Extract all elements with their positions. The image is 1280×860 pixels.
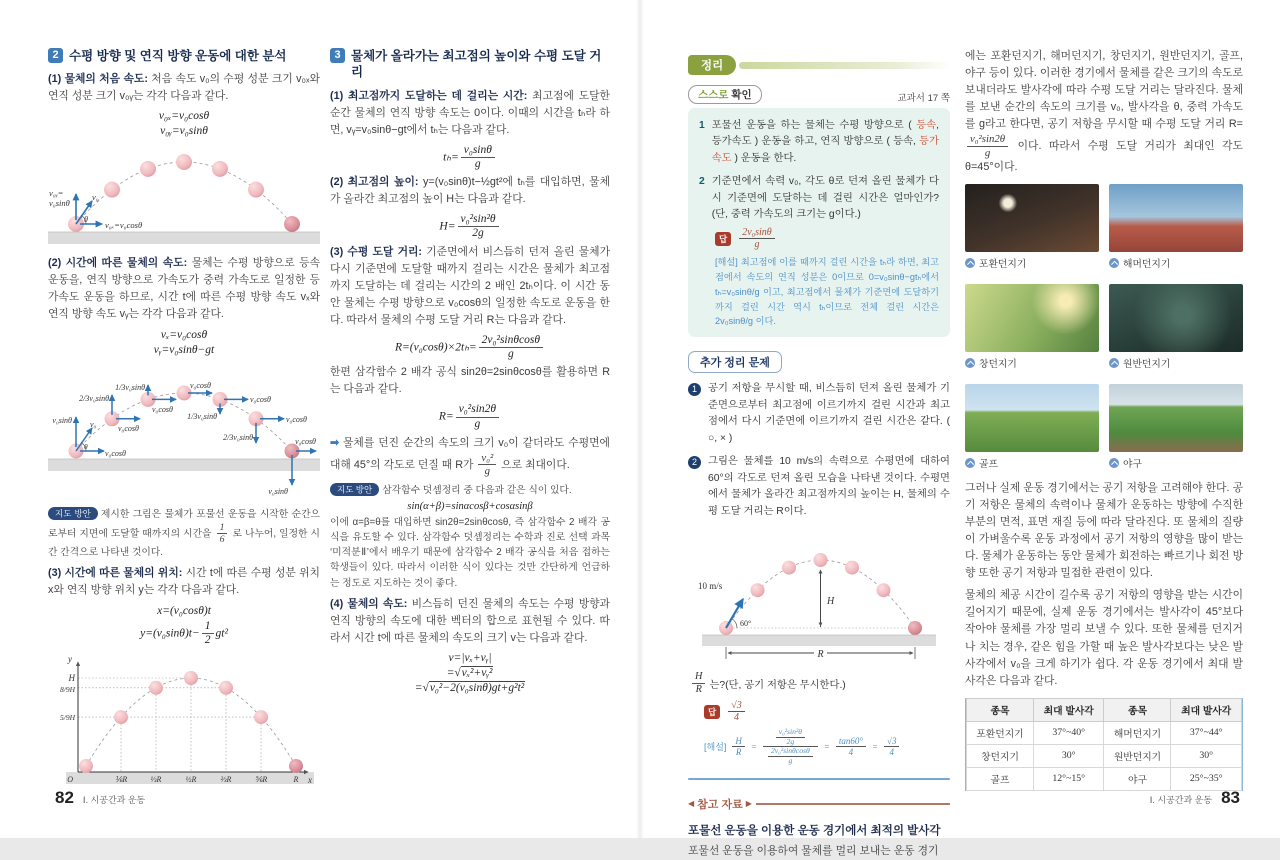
photo-caption-row (1109, 456, 1243, 470)
paragraph-initial-velocity (48, 71, 320, 105)
frac-denominator: R (695, 683, 702, 695)
equals-sign: = (871, 741, 879, 752)
formula-y (48, 620, 320, 647)
guide-text: 제시한 그림은 물체가 포물선 운동을 시작한 순간으로부터 지면에 도달할 때까지의 시간을 (48, 508, 320, 540)
photo-caption-row (1109, 256, 1243, 270)
formula-part: =√ (446, 666, 461, 679)
self-check-label-dark: 확인 (731, 89, 752, 101)
circle-arrow-icon (1109, 358, 1119, 368)
photo-javelin (965, 284, 1099, 352)
fraction (456, 403, 499, 430)
formula-R-expanded (330, 334, 610, 361)
section-number-badge: 3 (330, 48, 345, 63)
section-2-heading (48, 48, 320, 64)
frac-numerator: v₀²sin²θ (458, 213, 499, 227)
page83-column-1 (688, 55, 950, 860)
guide-text: 삼각함수 덧셈정리 중 다음과 같은 식이 있다. (382, 484, 572, 496)
page-number: 82 (55, 788, 74, 807)
formula-part: gt² (215, 626, 228, 639)
para-text: 처음 속도 v₀의 수평 성분 크기 v₀ₓ와 연직 성분 크기 v₀ᵧ는 각각 다음과 같다. (48, 73, 320, 103)
paragraph-optimal-angle: 물체의 체공 시간이 길수록 공기 저항의 영향을 받는 시간이 길어지기 때문에, 실제 운동 경기에서는 발사각이 45°보다 작아야 물체를 가장 멀리 보낼 수 있다. 또한 물체를 던지거나 치는 경우, 같은 힘을 가할 때 높은 발사각보다는 낮은 발사각에서 v₀을 크게 하기가 쉽다. 각 운동 경기에서 최대 발사각은 다음과 같다. (965, 589, 1243, 687)
trajectory-position-graph (48, 650, 320, 798)
graph-xlabel: ⅚R (254, 774, 268, 784)
graph-ylabel-H: H (68, 672, 75, 683)
d1-label-v0sin: v₀sinθ (49, 198, 70, 209)
formula-speed-1: v=|vₓ+vᵧ| (448, 651, 492, 664)
fraction (217, 522, 228, 546)
d1-label-theta: θ (84, 215, 88, 225)
fraction (884, 736, 899, 758)
page82-column-2 (330, 48, 610, 697)
circle-arrow-icon (1109, 258, 1119, 268)
circle-arrow-icon (1109, 458, 1119, 468)
photo-caption: 창던지기 (979, 359, 1017, 371)
item-text-part: 포물선 운동을 하는 물체는 수평 방향으로 ( (711, 120, 917, 131)
photo-baseball (1109, 384, 1243, 452)
big-fraction (763, 728, 818, 766)
answer-line (715, 227, 939, 251)
frac-numerator: 2v₀²sinθcosθ (479, 334, 543, 348)
photo-cell (1109, 284, 1243, 370)
equals-sign: = (823, 741, 830, 752)
frac-numerator: √3 (728, 700, 745, 713)
table-header-cell: 최대 발사각 (1034, 698, 1104, 721)
circle-arrow-icon (965, 358, 975, 368)
graph-xlabel: ⅓R (150, 774, 162, 784)
page82-footer (55, 788, 145, 808)
photo-hammer-throw (1109, 184, 1243, 252)
frac-denominator: 4 (848, 747, 854, 758)
frac-denominator: g (507, 348, 514, 361)
explanation-label: [해설] (715, 256, 738, 267)
max-range-note (330, 435, 610, 478)
summary-header (688, 55, 950, 75)
page83-footer (1150, 788, 1240, 808)
photo-cell (965, 284, 1099, 370)
frac-denominator: g (754, 239, 760, 251)
frac-numerator: v₀sinθ (461, 144, 495, 158)
section-number-badge: 2 (48, 48, 63, 63)
para-text: 비스듬히 던진 물체의 속도는 수평 방향과 연직 방향의 속도에 대한 벡터의 합으로 표현될 수 있다. 따라서 시간 t에 따른 물체의 속도의 크기 v는 다음과 같다. (330, 597, 610, 644)
para-title: (2) 최고점의 높이: (330, 176, 419, 189)
photo-caption: 해머던지기 (1123, 259, 1171, 271)
d2-label: 1/3v₀sinθ (187, 411, 217, 421)
formula-part: =√ (414, 681, 429, 694)
launch-angle-table (966, 698, 1242, 791)
photo-caption: 야구 (1123, 459, 1142, 471)
d1-label-v0: v₀ (92, 192, 99, 203)
graph-xlabel: ⅔R (220, 774, 232, 784)
d2-label: v₀sinθ (52, 415, 72, 425)
para-text: 이다. 따라서 수평 도달 거리가 최대인 각도 θ=45°이다. (965, 140, 1243, 174)
answer-badge: 답 (704, 705, 720, 719)
page83-column-2 (965, 48, 1243, 791)
table-row (967, 721, 1242, 744)
launch-angle-table-wrap (965, 698, 1243, 791)
circle-arrow-icon (965, 458, 975, 468)
section-divider (688, 778, 950, 780)
fraction (728, 700, 745, 724)
graph-x-axis-label: x (308, 774, 312, 785)
answer-choice-red: 등속 (916, 120, 937, 131)
paragraph-air-resistance: 그러나 실제 운동 경기에서는 공기 저항을 고려해야 한다. 공기 저항은 물체의 속력이나 물체가 운동하는 방향에 수직한 부분의 면적, 표면 재질 등에 따라 달라진다. 또 물체의 질량이 가벼울수록 운동 과정에서 공기 저항의 영향을 많이 받는다. 물체가 운동하는 동안 물체가 회전하는 빠르기나 회전 방향 또한 공기 저항과 밀접한 관련이 있다. (965, 482, 1243, 580)
photo-caption: 포환던지기 (979, 259, 1027, 271)
formula-v0x: v₀ₓ=v₀cosθ (158, 110, 210, 123)
summary-tab: 정리 (688, 55, 736, 75)
d4-angle-label: 60° (740, 619, 752, 629)
paragraph-sports-intro (965, 48, 1243, 176)
teaching-guide-note-2 (330, 483, 610, 498)
reference-header (688, 796, 950, 812)
frac-numerator: v₀²sin²θ (776, 728, 805, 738)
fraction (478, 452, 496, 478)
graph-ylabel-8-9H: 8/9H (60, 684, 75, 694)
photo-cell (965, 384, 1099, 470)
formula-H (330, 213, 610, 240)
formula-vx: vₓ=v₀cosθ (160, 328, 208, 341)
d4-speed-label: 10 m/s (698, 581, 723, 592)
d2-label: v₀cosθ (152, 404, 173, 414)
photo-cell (1109, 184, 1243, 270)
item-number-circle: 2 (688, 456, 701, 469)
teaching-guide-note-1 (48, 507, 320, 561)
d2-label: v₀cosθ (295, 436, 316, 446)
frac-denominator: 6 (219, 533, 225, 545)
paragraph-range (330, 244, 610, 329)
table-cell: 30° (1034, 744, 1104, 767)
graph-xlabel: R (293, 774, 299, 784)
table-cell: 30° (1171, 744, 1242, 767)
d2-label: v₀cosθ (105, 448, 126, 458)
formula-x: x=(v₀cosθ)t (157, 604, 211, 617)
photo-cell (965, 184, 1099, 270)
photo-caption-row (965, 256, 1099, 270)
table-cell: 해머던지기 (1104, 721, 1171, 744)
paragraph-speed (330, 596, 610, 647)
d2-label: 2/3v₀sinθ (79, 393, 109, 403)
photo-golf (965, 384, 1099, 452)
frac-numerator: v₀²sin2θ (456, 403, 499, 417)
table-cell: 포환던지기 (967, 721, 1034, 744)
reference-body: 포물선 운동을 이용하여 물체를 멀리 보내는 운동 경기 (688, 844, 939, 857)
frac-numerator: tan60° (836, 736, 866, 747)
check-item-1 (699, 118, 939, 167)
page82-column-1 (48, 48, 320, 803)
equals-sign: = (750, 741, 757, 752)
d1-label-v0y: v₀ᵧ= (49, 188, 64, 199)
frac-numerator: √3 (884, 736, 899, 747)
d4-height-label: H (827, 596, 835, 608)
table-row (967, 744, 1242, 767)
para-text: 시간 t에 따른 수평 성분 위치 x와 연직 방향 위치 y는 각각 다음과 같다. (48, 567, 320, 597)
fraction (967, 133, 1008, 159)
frac-denominator: 4 (733, 712, 739, 724)
check-item-2 (699, 174, 939, 223)
d2-label: v₀ (90, 419, 97, 429)
fraction (458, 213, 499, 240)
d2-label: 2/3v₀sinθ (223, 432, 253, 442)
frac-numerator: H (732, 736, 745, 747)
self-check-label-green: 스스로 (698, 89, 729, 101)
para-title: (1) 물체의 처음 속도: (48, 73, 148, 86)
d2-label: 1/3v₀sinθ (115, 382, 145, 392)
formula-speed-3 (330, 682, 610, 694)
sports-photo-grid (965, 184, 1243, 470)
table-header-cell: 종목 (1104, 698, 1171, 721)
para-title: (2) 시간에 따른 물체의 속도: (48, 257, 188, 270)
formula-part: tₕ= (443, 151, 459, 163)
table-row (967, 767, 1242, 790)
frac-numerator (763, 728, 818, 748)
table-cell: 37°~40° (1034, 721, 1104, 744)
para-title: (3) 시간에 따른 물체의 위치: (48, 567, 183, 580)
paragraph-velocity-vs-time (48, 255, 320, 323)
table-cell: 골프 (967, 767, 1034, 790)
note-text: 으로 최대이다. (498, 458, 570, 471)
extra-problems-section (688, 351, 950, 780)
frac-denominator: 2g (786, 736, 795, 746)
graph-origin-label: O (67, 774, 73, 784)
guide-text: 로 나누어, 일정한 시간 간격으로 나타낸 것이다. (48, 528, 321, 559)
fraction (836, 736, 866, 758)
guide-badge: 지도 방안 (48, 507, 98, 520)
para-text: 물체는 수평 방향으로 등속 운동을, 연직 방향으로 가속도가 중력 가속도로 일정한 등가속도 운동을 하므로, 시간 t에 따른 수평 방향 속도 vₓ와 연직 방향 속도 vᵧ는 각각 다음과 같다. (48, 257, 320, 321)
fraction (479, 334, 543, 361)
fraction (732, 736, 745, 758)
paragraph-position-vs-time (48, 565, 320, 599)
table-cell: 37°~44° (1171, 721, 1242, 744)
para-title: (4) 물체의 속도: (330, 597, 408, 610)
self-check-box (688, 108, 950, 337)
explanation-formula (704, 728, 950, 766)
graph-xlabel: ⅙R (114, 774, 128, 784)
item-number: 1 (699, 120, 705, 131)
answer-line (704, 700, 950, 724)
left-bracket-icon: ◀ (688, 799, 695, 809)
frac-numerator: 2v₀²sinθcosθ (768, 747, 813, 757)
extra-problems-tab: 추가 정리 문제 (688, 351, 782, 373)
photo-cell (1109, 384, 1243, 470)
projectile-launch-diagram (48, 140, 320, 244)
item-text: 공기 저항을 무시할 때, 비스듬히 던져 올린 물체가 기준면으로부터 최고점에 이르기까지 걸린 시간과 최고점에서 다시 기준면에 이르기까지 걸린 시간은 같다. ( ○, × ) (708, 383, 950, 444)
item-text-part: , 등가속도 ) 운동을 하고, 연직 방향으로 ( 등속, (711, 120, 939, 148)
formula-v0y: v₀ᵧ=v₀sinθ (160, 125, 208, 138)
section-title: 수평 방향 및 연직 방향 운동에 대한 분석 (69, 49, 287, 63)
d4-range-label: R (817, 649, 824, 661)
frac-denominator: g (788, 756, 793, 766)
section-3-heading (330, 48, 610, 81)
projectile-velocity-diagram (48, 359, 320, 497)
formula-part: R=(v₀cosθ)×2tₕ= (395, 341, 477, 354)
section-title: 물체가 올라가는 최고점의 높이와 수평 도달 거리 (351, 49, 602, 80)
chapter-label: Ⅰ. 시공간과 운동 (1149, 795, 1213, 805)
arrow-right-icon: ➡ (330, 436, 340, 449)
frac-denominator: 4 (889, 747, 894, 758)
formula-tH (330, 144, 610, 171)
photo-discus (1109, 284, 1243, 352)
extra-problem-1 (688, 381, 950, 447)
item-number: 2 (699, 176, 705, 188)
fraction (739, 227, 775, 251)
radical-content: v₀²−2(v₀sinθ)gt+g²t² (429, 681, 525, 694)
formula-part: y=(v₀sinθ)t− (140, 626, 200, 639)
self-check-label (688, 85, 762, 104)
item-text (712, 118, 939, 167)
frac-denominator: g (474, 157, 481, 170)
fraction (461, 144, 495, 171)
frac-denominator: 2 (204, 633, 211, 646)
frac-denominator: g (984, 146, 991, 159)
fraction (202, 620, 214, 647)
d2-label: v₀cosθ (118, 423, 139, 433)
d2-label: v₀cosθ (190, 380, 211, 390)
frac-numerator: 1 (202, 620, 214, 634)
item-text-part: ) 운동을 한다. (731, 152, 797, 164)
table-cell: 원반던지기 (1104, 744, 1171, 767)
explanation-body: 최고점에 이를 때까지 걸린 시간을 tₕ라 하면, 최고점에서 속도의 연직 성분은 0이므로 0=v₀sinθ−gtₕ에서 tₕ=v₀sinθ/g 이고, 최고점에서 물체가 기준면에 도달하기까지 걸린 시간 역시 tₕ이므로 전체 걸린 시간은 2v₀sinθ/g 이다. (715, 256, 939, 327)
item-number-circle: 1 (688, 383, 701, 396)
graph-y-axis-label: y (68, 653, 72, 664)
formula-vy: vᵧ=v₀sinθ−gt (153, 343, 215, 356)
para-title: (3) 수평 도달 거리: (330, 245, 423, 258)
problem-trajectory-diagram (696, 527, 942, 667)
para-text: 한편 삼각함수 2 배각 공식 sin2θ=2sinθcosθ를 활용하면 R는 다음과 같다. (330, 366, 610, 396)
note-text: 물체를 던진 순간의 속도의 크기 v₀이 같더라도 수평면에 대해 45°의 각도로 던질 때 R가 (330, 436, 610, 471)
table-header-cell: 종목 (967, 698, 1034, 721)
question-text: 는?(단, 공기 저항은 무시한다.) (709, 679, 846, 691)
photo-shot-put (965, 184, 1099, 252)
photo-caption: 원반던지기 (1123, 359, 1171, 371)
d2-label: θ (84, 441, 88, 451)
paragraph-double-angle (330, 364, 610, 398)
formula-addition-theorem: sin(α+β)=sinαcosβ+cosαsinβ (407, 500, 533, 512)
formula-R (330, 403, 610, 430)
explanation-text (715, 255, 939, 330)
page-number: 83 (1221, 788, 1240, 807)
self-check-header (688, 85, 950, 104)
chapter-label: Ⅰ. 시공간과 운동 (82, 795, 146, 805)
frac-denominator: g (484, 465, 491, 478)
circle-arrow-icon (965, 258, 975, 268)
table-cell: 25°~35° (1171, 767, 1242, 790)
photo-caption-row (1109, 356, 1243, 370)
frac-numerator: H (692, 671, 705, 684)
table-header-row (967, 698, 1242, 721)
frac-numerator: v₀² (478, 452, 496, 465)
graph-ylabel-5-9H: 5/9H (60, 712, 75, 722)
problem-question-line (690, 671, 950, 696)
right-bracket-icon: ▶ (745, 799, 752, 809)
paragraph-time-to-peak (330, 88, 610, 139)
reference-rule (756, 803, 950, 805)
table-cell: 창던지기 (967, 744, 1034, 767)
para-text: y=(v₀sinθ)t−½gt²에 tₕ를 대입하면, 물체가 올라간 최고점의 높이 H는 다음과 같다. (330, 176, 610, 206)
answer-badge: 답 (715, 232, 731, 246)
paragraph-max-height (330, 174, 610, 208)
page-gutter (636, 0, 644, 838)
frac-denominator: g (474, 417, 481, 430)
reference-label: 참고 자료 (697, 798, 743, 811)
table-cell: 12°~15° (1034, 767, 1104, 790)
para-text: 최고점에 도달한 순간 물체의 연직 방향 속도는 0이다. 이때의 시간을 tₕ라 하면, vᵧ=v₀sinθ−gt에서 tₕ는 다음과 같다. (330, 89, 610, 136)
formula-part: H= (439, 220, 456, 233)
table-cell: 야구 (1104, 767, 1171, 790)
explanation-label: [해설] (704, 742, 727, 753)
table-header-cell: 최대 발사각 (1171, 698, 1242, 721)
para-text: 기준면에서 비스듬히 던져 올린 물체가 다시 기준면에 도달할 때까지 걸리는 시간은 물체가 최고점까지 도달하는 데 걸리는 시간의 2 배인 2tₕ이다. 이 시간 동안 물체는 수평 방향으로 v₀cosθ의 일정한 속도로 운동을 한다. 따라서 물체의 수평 도달 거리 R는 다음과 같다. (330, 245, 610, 326)
radical-content: vₓ²+vᵧ² (461, 666, 493, 679)
frac-denominator (763, 747, 818, 766)
frac-denominator: R (735, 747, 742, 758)
reference-title: 포물선 운동을 이용한 운동 경기에서 최적의 발사각 (688, 824, 941, 837)
d1-label-v0x: v₀ₓ=v₀cosθ (105, 220, 143, 231)
formula-part: R= (438, 410, 454, 423)
para-text: 에는 포환던지기, 해머던지기, 창던지기, 원반던지기, 골프, 야구 등이 있다. 이러한 경기에서 물체를 같은 크기의 속도로 보내더라도 발사각에 따라 수평 도달 거리는 달라진다. 물체를 보낸 순간의 속도의 크기를 v₀, 발사각을 θ, 중력 가속도를 g라고 한다면, 공기 저항을 무시할 때 수평 도달 거리 R= (965, 50, 1243, 131)
frac-numerator: v₀²sin2θ (967, 133, 1008, 146)
extra-problem-2 (688, 454, 950, 520)
para-title: (1) 최고점까지 도달하는 데 걸리는 시간: (330, 89, 528, 102)
d2-label: v₀cosθ (250, 394, 271, 404)
item-text: 그림은 물체를 10 m/s의 속력으로 수평면에 대하여 60°의 각도로 던져 올린 모습을 나타낸 것이다. 수평면에서 물체가 올라간 최고점까지의 높이는 H, 물체의 수평 도달 거리는 R이다. (708, 456, 950, 517)
photo-caption-row (965, 356, 1099, 370)
summary-bar (739, 62, 950, 69)
guide-badge: 지도 방안 (330, 483, 379, 496)
frac-denominator: 2g (472, 227, 484, 240)
frac-numerator: 1 (217, 522, 228, 534)
d2-label: v₀sinθ (268, 486, 288, 496)
d2-label: v₀cosθ (286, 414, 307, 424)
photo-caption: 골프 (979, 459, 998, 471)
formula-speed-2 (330, 667, 610, 679)
photo-caption-row (965, 456, 1099, 470)
frac-numerator: 2v₀sinθ (739, 227, 775, 240)
textbook-page-ref: 교과서 17 쪽 (897, 93, 950, 104)
fraction (692, 671, 705, 696)
graph-xlabel: ½R (185, 774, 197, 784)
answer-choice-red: 등가속도 (711, 136, 939, 164)
teaching-guide-body: 이에 α=β=θ를 대입하면 sin2θ=2sinθcosθ, 즉 삼각함수 2 배각 공식을 유도할 수 있다. 삼각함수 덧셈정리는 수학과 진로 선택 과목 ‘미적분Ⅱ’에서 배우기 때문에 삼각함수 2 배각 공식을 처음 접하는 학생들이 있다. 따라서 이러한 식이 있다는 것만 간단하게 언급하는 정도로 지도하는 것이 좋다. (330, 516, 610, 589)
item-text: 기준면에서 속력 v₀, 각도 θ로 던져 올린 물체가 다시 기준면에 도달하는 데 걸린 시간은 얼마인가?(단, 중력 가속도의 크기는 g이다.) (711, 176, 939, 221)
